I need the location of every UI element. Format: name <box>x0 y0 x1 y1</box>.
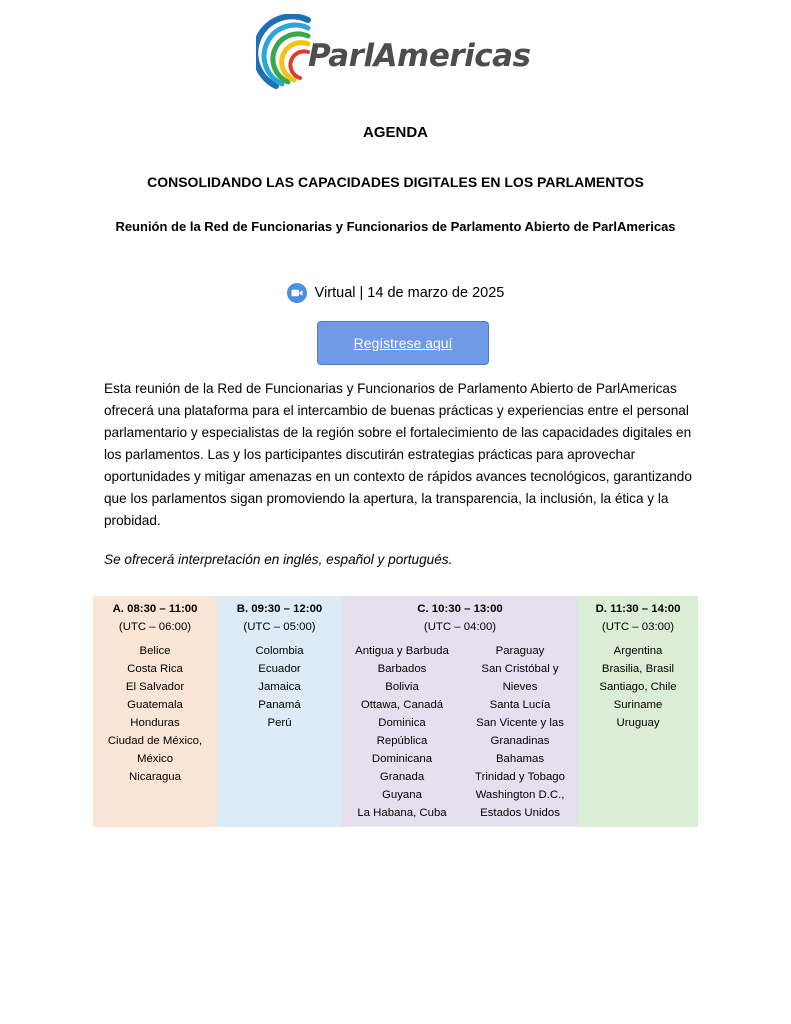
schedule-column-d <box>578 596 698 827</box>
interpretation-note: Se ofrecerá interpretación en inglés, español y portugués. <box>104 552 453 567</box>
schedule-time: B. 09:30 – 12:00 <box>236 603 323 615</box>
video-camera-icon <box>287 283 307 303</box>
parlamericas-logo <box>256 14 531 94</box>
country-item: Colombia <box>255 645 304 657</box>
country-item: Honduras <box>130 717 180 729</box>
country-item: Panamá <box>258 699 301 711</box>
country-item: Granadinas <box>490 735 550 747</box>
page-subtitle: Reunión de la Red de Funcionarias y Funcionarios de Parlamento Abierto de ParlAmericas <box>115 219 676 234</box>
country-item: Ciudad de México, <box>107 735 203 747</box>
country-list <box>578 642 698 732</box>
country-item: Bahamas <box>495 753 545 765</box>
country-item: Santiago, Chile <box>599 681 677 693</box>
schedule-time: D. 11:30 – 14:00 <box>595 603 681 615</box>
country-item: Paraguay <box>495 645 545 657</box>
country-item: Antigua y Barbuda <box>355 645 449 657</box>
event-description: Esta reunión de la Red de Funcionarias y Funcionarios de Parlamento Abierto de ParlAmericas ofrecerá una plataforma para el intercambio de buenas prácticas y experiencias entre el personal parlamentario y especialistas de la región sobre el fortalecimiento de las capacidades digitales en los parlamentos. Las y los participantes discutirán estrategias prácticas para aprovechar oportunidades y mitigar amenazas en un contexto de rápidos avances tecnológicos, garantizando que los parlamentos sigan promoviendo la apertura, la transparencia, la inclusión, la ética y la probidad. <box>104 381 692 528</box>
country-item: Suriname <box>613 699 663 711</box>
country-item: Trinidad y Tobago <box>475 771 565 783</box>
country-item: El Salvador <box>125 681 185 693</box>
country-list-right <box>462 642 578 822</box>
country-item: Granada <box>379 771 425 783</box>
country-item: Costa Rica <box>127 663 183 675</box>
time-zone-schedule <box>93 596 698 827</box>
country-item: San Cristóbal y <box>481 663 559 675</box>
country-item: Dominica <box>378 717 426 729</box>
country-item: Brasilia, Brasil <box>601 663 675 675</box>
country-item: Belice <box>139 645 171 657</box>
country-list <box>93 642 217 786</box>
country-list-split <box>342 642 578 822</box>
country-item: Barbados <box>377 663 427 675</box>
country-item: Guyana <box>382 789 422 801</box>
country-item: México <box>136 753 174 765</box>
country-item: Perú <box>267 717 292 729</box>
country-item: República <box>376 735 428 747</box>
country-item: Nieves <box>502 681 538 693</box>
register-button[interactable] <box>317 321 489 365</box>
country-item: Uruguay <box>616 717 660 729</box>
country-item: Dominicana <box>371 753 433 765</box>
page-heading: AGENDA <box>362 124 428 141</box>
page-title: CONSOLIDANDO LAS CAPACIDADES DIGITALES EN LOS PARLAMENTOS <box>147 174 644 190</box>
country-item: Ecuador <box>258 663 301 675</box>
country-item: La Habana, Cuba <box>357 807 447 819</box>
country-item: Estados Unidos <box>480 807 560 819</box>
country-item: Argentina <box>613 645 663 657</box>
schedule-utc: (UTC – 03:00) <box>601 621 675 633</box>
country-item: San Vicente y las <box>476 717 564 729</box>
country-item: Santa Lucía <box>489 699 551 711</box>
logo-text: ParlAmericas <box>308 38 531 74</box>
country-item: Guatemala <box>127 699 183 711</box>
country-item: Jamaica <box>258 681 301 693</box>
country-item: Nicaragua <box>129 771 181 783</box>
schedule-utc: (UTC – 05:00) <box>243 621 316 633</box>
country-item: Ottawa, Canadá <box>360 699 444 711</box>
event-meta <box>0 283 791 303</box>
schedule-utc: (UTC – 04:00) <box>423 621 497 633</box>
schedule-column-a <box>93 596 217 827</box>
country-item: Washington D.C., <box>475 789 565 801</box>
country-list-left <box>342 642 462 822</box>
country-item: Bolivia <box>385 681 419 693</box>
country-list <box>217 642 342 732</box>
schedule-column-b <box>217 596 342 827</box>
schedule-time: C. 10:30 – 13:00 <box>417 603 503 615</box>
logo-arcs-icon <box>256 14 316 94</box>
schedule-column-c <box>342 596 578 827</box>
register-link[interactable]: Regístrese aquí <box>353 335 453 351</box>
schedule-time: A. 08:30 – 11:00 <box>112 603 198 615</box>
event-meta-text: Virtual | 14 de marzo de 2025 <box>314 285 505 301</box>
schedule-utc: (UTC – 06:00) <box>118 621 192 633</box>
